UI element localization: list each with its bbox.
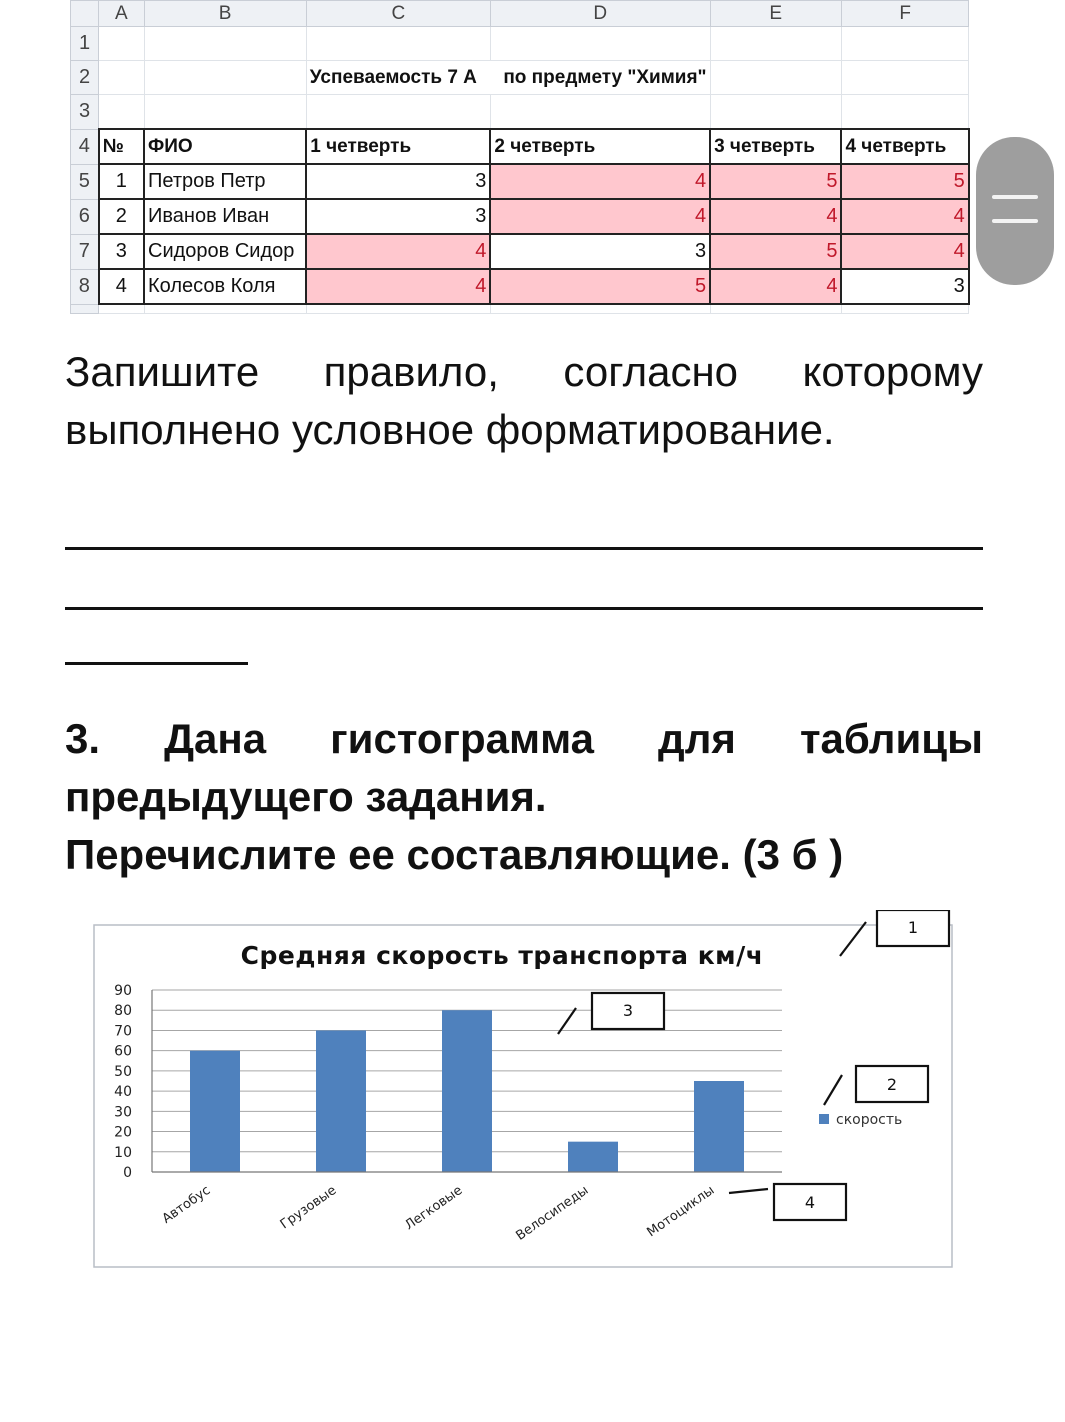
student-name: Сидоров Сидор <box>144 234 306 269</box>
task-3-line-3: Перечислите ее составляющие. (3 б ) <box>65 831 844 878</box>
legend-swatch <box>819 1114 829 1124</box>
student-number: 3 <box>99 234 144 269</box>
table-title-class: Успеваемость 7 А <box>309 66 477 88</box>
row-header: 4 <box>71 129 99 164</box>
grade-cell: 5 <box>490 269 710 304</box>
callout-4-label: 4 <box>804 1193 816 1212</box>
student-name: Иванов Иван <box>144 199 306 234</box>
header-q4: 4 четверть <box>841 129 968 164</box>
x-tick-label: Мотоциклы <box>644 1182 718 1241</box>
table-title-subject: по предмету "Химия" <box>503 66 707 88</box>
y-tick-label: 90 <box>114 983 132 999</box>
grade-cell: 4 <box>306 234 490 269</box>
question-2-line-1: Запишите правило, согласно которому <box>65 348 983 395</box>
row-header-partial <box>71 304 99 314</box>
header-q1: 1 четверть <box>306 129 490 164</box>
bar <box>568 1142 618 1172</box>
student-number: 4 <box>99 269 144 304</box>
row-header: 7 <box>71 234 99 269</box>
grade-cell: 5 <box>710 164 841 199</box>
student-name: Петров Петр <box>144 164 306 199</box>
column-header: F <box>841 1 968 27</box>
column-header: C <box>306 1 490 27</box>
header-q2: 2 четверть <box>490 129 710 164</box>
grade-cell: 5 <box>710 234 841 269</box>
grade-cell: 3 <box>841 269 968 304</box>
grade-cell: 4 <box>710 199 841 234</box>
grade-cell: 3 <box>306 199 490 234</box>
callout-2-label: 2 <box>886 1075 898 1094</box>
grip-line-icon <box>992 195 1038 199</box>
spreadsheet-image <box>70 0 982 304</box>
callout-1-label: 1 <box>907 918 919 937</box>
bar <box>694 1081 744 1172</box>
grade-cell: 4 <box>306 269 490 304</box>
y-tick-label: 10 <box>114 1144 132 1161</box>
row-header: 2 <box>71 61 99 95</box>
grade-cell: 3 <box>306 164 490 199</box>
y-tick-label: 40 <box>114 1084 132 1101</box>
bar <box>316 1030 366 1172</box>
y-tick-label: 60 <box>114 1043 132 1060</box>
task-3-text <box>65 710 983 884</box>
student-name: Колесов Коля <box>144 269 306 304</box>
row-header: 1 <box>71 27 99 61</box>
grade-cell: 4 <box>490 199 710 234</box>
header-name: ФИО <box>144 129 306 164</box>
y-tick-label: 0 <box>123 1165 132 1181</box>
bar <box>190 1051 240 1172</box>
column-header: E <box>710 1 841 27</box>
y-tick-label: 30 <box>114 1104 132 1121</box>
grade-cell: 5 <box>841 164 968 199</box>
header-q3: 3 четверть <box>710 129 841 164</box>
grade-cell: 4 <box>841 234 968 269</box>
sheet-corner <box>71 1 99 27</box>
answer-line[interactable] <box>65 607 983 610</box>
answer-line[interactable] <box>65 662 248 665</box>
column-header: A <box>99 1 144 27</box>
x-tick-label: Велосипеды <box>513 1182 592 1244</box>
table-title <box>306 61 710 95</box>
task-3-line-2: предыдущего задания. <box>65 773 547 820</box>
y-tick-label: 50 <box>114 1063 132 1080</box>
x-tick-label: Грузовые <box>277 1182 340 1233</box>
student-number: 1 <box>99 164 144 199</box>
row-header: 8 <box>71 269 99 304</box>
scroll-handle[interactable] <box>976 137 1054 285</box>
answer-line[interactable] <box>65 547 983 550</box>
task-3-line-1: 3. Дана гистограмма для таблицы <box>65 715 983 762</box>
y-tick-label: 80 <box>114 1003 132 1020</box>
bar <box>442 1010 492 1172</box>
grade-cell: 4 <box>841 199 968 234</box>
row-header: 3 <box>71 95 99 130</box>
grade-cell: 4 <box>710 269 841 304</box>
grades-table <box>70 0 982 314</box>
column-header: B <box>144 1 306 27</box>
student-number: 2 <box>99 199 144 234</box>
chart-title: Средняя скорость транспорта км/ч <box>240 941 764 970</box>
column-header: D <box>490 1 710 27</box>
y-tick-label: 20 <box>114 1124 132 1141</box>
grip-line-icon <box>992 219 1038 223</box>
legend-label: скорость <box>836 1112 903 1128</box>
row-header: 6 <box>71 199 99 234</box>
grade-cell: 3 <box>490 234 710 269</box>
x-tick-label: Легковые <box>402 1182 466 1234</box>
y-tick-label: 70 <box>114 1023 132 1040</box>
header-no: № <box>99 129 144 164</box>
x-tick-label: Автобус <box>159 1182 214 1227</box>
question-2-line-2: выполнено условное форматирование. <box>65 406 835 453</box>
question-2-text <box>65 343 983 459</box>
grade-cell: 4 <box>490 164 710 199</box>
callout-3-label: 3 <box>622 1001 634 1020</box>
row-header: 5 <box>71 164 99 199</box>
speed-bar-chart <box>92 910 954 1270</box>
